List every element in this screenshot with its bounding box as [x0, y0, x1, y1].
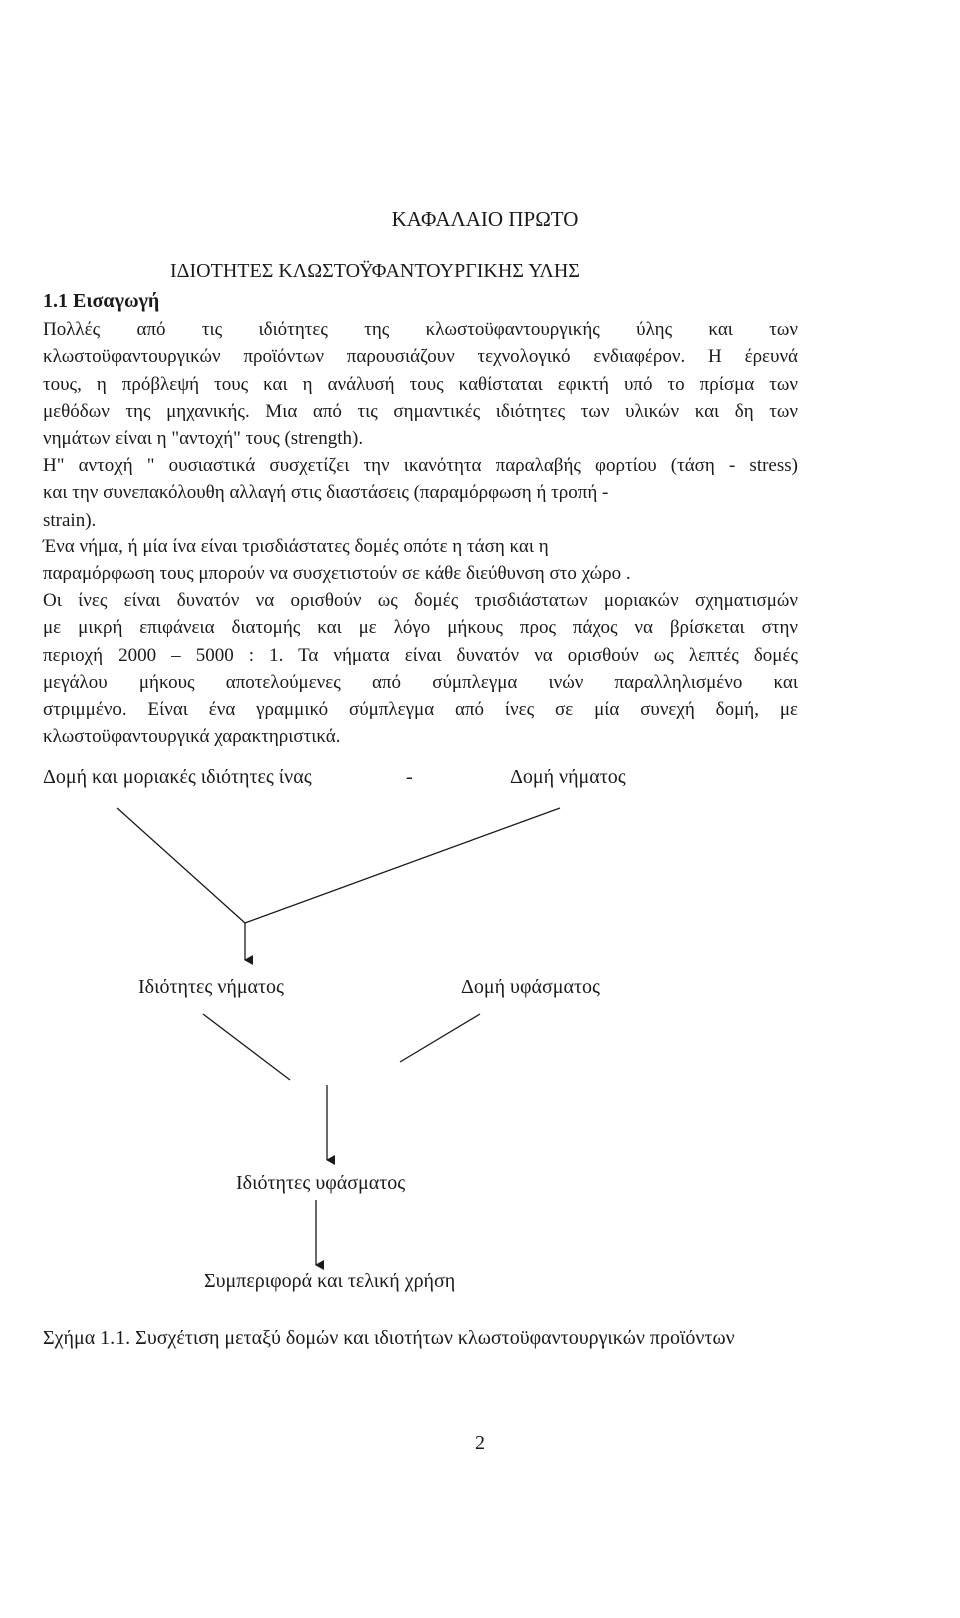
page-number: 2 — [475, 1432, 485, 1454]
node-fiber-structure: Δομή και μοριακές ιδιότητες ίνας — [43, 766, 312, 788]
connector-yarnprops-to-join — [203, 1014, 290, 1080]
figure-caption: Σχήμα 1.1. Συσχέτιση μεταξύ δομών και ιδιοτήτων κλωστοϋφαντουργικών προϊόντων — [43, 1327, 735, 1349]
paragraph-line: κλωστοϋφαντουργικά χαρακτηριστικά. — [43, 726, 341, 748]
paragraph-line: περιοχή 2000 – 5000 : 1. Τα νήματα είναι δυνατόν να ορισθούν ως λεπτές δομές — [43, 644, 798, 666]
chapter-title: ΚΑΦΑΛΑΙΟ ΠΡΩΤΟ — [391, 207, 579, 231]
paragraph-line: κλωστοϋφαντουργικών προϊόντων παρουσιάζουν τεχνολογικό ενδιαφέρον. Η έρευνά — [43, 346, 798, 368]
paragraph-4 — [43, 587, 798, 751]
paragraph-line: strain). — [43, 509, 97, 531]
node-yarn-structure: Δομή νήματος — [510, 766, 626, 788]
paragraph-line: μεγάλου μήκους αποτελούμενες από σύμπλεγμα ινών παραλληλισμένο και — [43, 671, 798, 693]
paragraph-line: νημάτων είναι η "αντοχή" τους (strength). — [43, 428, 364, 450]
paragraph-line: με μικρή επιφάνεια διατομής και με λόγο μήκους προς πάχος να βρίσκεται στην — [43, 617, 798, 639]
paragraph-line: Ένα νήμα, ή μία ίνα είναι τρισδιάστατες δομές οπότε η τάση και η — [43, 536, 549, 557]
paragraph-line: στριμμένο. Είναι ένα γραμμικό σύμπλεγμα από ίνες σε μία συνεχή δομή, με — [43, 699, 798, 721]
paragraph-line: Πολλές από τις ιδιότητες της κλωστοϋφαντουργικής ύλης και των — [43, 319, 798, 340]
node-fabric-structure: Δομή υφάσματος — [461, 976, 600, 998]
paragraph-line: και την συνεπακόλουθη αλλαγή στις διαστάσεις (παραμόρφωση ή τροπή - — [43, 482, 609, 504]
paragraph-2 — [43, 452, 798, 534]
node-behavior-use: Συμπεριφορά και τελική χρήση — [204, 1270, 456, 1292]
paragraph-line: μεθόδων της μηχανικής. Μια από τις σημαντικές ιδιότητες των υλικών και δη των — [43, 400, 798, 422]
paragraph-line: Οι ίνες είναι δυνατόν να ορισθούν ως δομές τρισδιάστατων μοριακών σχηματισμών — [43, 590, 798, 611]
paragraph-1 — [43, 316, 798, 452]
paragraph-line: Η" αντοχή " ουσιαστικά συσχετίζει την ικανότητα παραλαβής φορτίου (τάση - stress) — [43, 455, 798, 476]
node-fabric-properties: Ιδιότητες υφάσματος — [236, 1172, 406, 1194]
paragraph-line: τους, η πρόβλεψή τους και η ανάλυσή τους καθίσταται εφικτή υπό το πρίσμα των — [43, 373, 798, 395]
chapter-subtitle: ΙΔΙΟΤΗΤΕΣ ΚΛΩΣΤΟΫΦΑΝΤΟΥΡΓΙΚΗΣ ΥΛΗΣ — [170, 260, 580, 282]
connector-yarn-to-join — [245, 808, 560, 923]
connector-fiber-to-join — [117, 808, 245, 923]
node-yarn-properties: Ιδιότητες νήματος — [138, 976, 284, 998]
paragraph-3 — [43, 533, 798, 588]
paragraph-line: παραμόρφωση τους μπορούν να συσχετιστούν σε κάθε διεύθυνση στο χώρο . — [43, 563, 631, 585]
node-dash: - — [406, 766, 413, 788]
connector-fabricstruct-to-join — [400, 1014, 480, 1062]
section-heading: 1.1 Εισαγωγή — [43, 290, 160, 312]
